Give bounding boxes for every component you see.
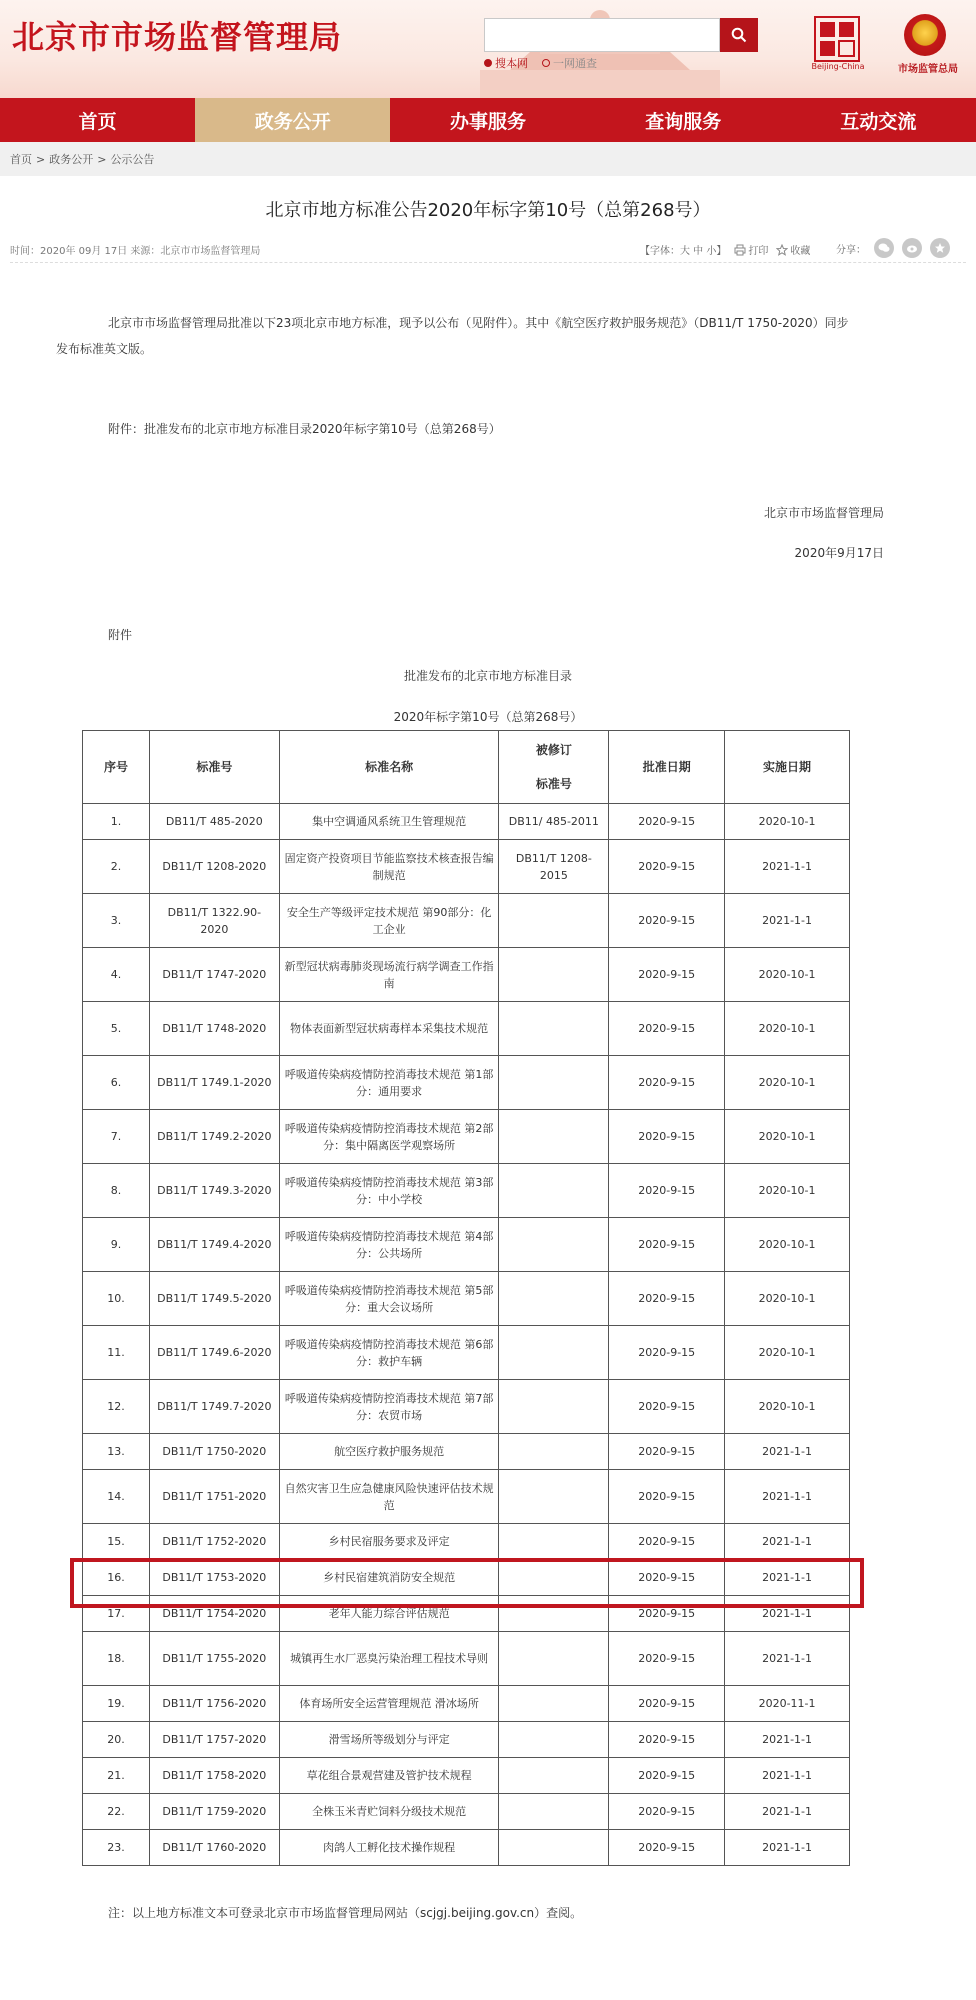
header-replaced-no: 被修订 标准号 [499, 731, 609, 804]
weibo-share-icon[interactable] [902, 238, 922, 258]
table-row [83, 1758, 850, 1794]
cell-replaced-no [499, 1380, 609, 1434]
cell-standard-name: 老年人能力综合评估规范 [279, 1596, 499, 1632]
cell-effective-date: 2021-1-1 [725, 840, 850, 894]
cell-replaced-no [499, 1632, 609, 1686]
cell-index: 1. [83, 804, 150, 840]
cell-effective-date: 2021-1-1 [725, 894, 850, 948]
cell-effective-date: 2021-1-1 [725, 1560, 850, 1596]
header-standard-name: 标准名称 [279, 731, 499, 804]
cell-index: 7. [83, 1110, 150, 1164]
cell-effective-date: 2020-10-1 [725, 1218, 850, 1272]
cell-approval-date: 2020-9-15 [609, 804, 725, 840]
cell-standard-name: 草花组合景观营建及管护技术规程 [279, 1758, 499, 1794]
cell-standard-no: DB11/T 1749.7-2020 [149, 1380, 279, 1434]
search-icon [731, 27, 747, 43]
cell-approval-date: 2020-9-15 [609, 1596, 725, 1632]
cell-index: 4. [83, 948, 150, 1002]
cell-standard-name: 呼吸道传染病疫情防控消毒技术规范 第2部分：集中隔离医学观察场所 [279, 1110, 499, 1164]
cell-effective-date: 2021-1-1 [725, 1794, 850, 1830]
footer-note: 注：以上地方标准文本可登录北京市市场监督管理局网站（scjgj.beijing.gov.cn）查阅。 [108, 1906, 583, 1920]
header-approval-date: 批准日期 [609, 731, 725, 804]
cell-standard-name: 固定资产投资项目节能监察技术核查报告编制规范 [279, 840, 499, 894]
cell-effective-date: 2021-1-1 [725, 1830, 850, 1866]
cell-index: 22. [83, 1794, 150, 1830]
header-standard-no: 标准号 [149, 731, 279, 804]
cell-effective-date: 2020-10-1 [725, 948, 850, 1002]
cell-replaced-no [499, 894, 609, 948]
nav-query[interactable]: 查询服务 [645, 110, 722, 133]
national-emblem-icon[interactable] [904, 14, 946, 56]
signature-date: 2020年9月17日 [794, 546, 884, 560]
main-nav [0, 98, 976, 142]
cell-standard-no: DB11/T 1756-2020 [149, 1686, 279, 1722]
cell-replaced-no [499, 1524, 609, 1560]
favorite-share-icon[interactable] [930, 238, 950, 258]
cell-standard-name: 呼吸道传染病疫情防控消毒技术规范 第5部分：重大会议场所 [279, 1272, 499, 1326]
cell-effective-date: 2020-11-1 [725, 1686, 850, 1722]
cell-index: 23. [83, 1830, 150, 1866]
cell-standard-no: DB11/T 1758-2020 [149, 1758, 279, 1794]
header-index: 序号 [83, 731, 150, 804]
cell-standard-no: DB11/T 1208-2020 [149, 840, 279, 894]
cell-effective-date: 2021-1-1 [725, 1758, 850, 1794]
cell-approval-date: 2020-9-15 [609, 1164, 725, 1218]
site-header [0, 0, 976, 98]
attachment-line: 附件：批准发布的北京市地方标准目录2020年标字第10号（总第268号） [108, 422, 501, 436]
cell-index: 20. [83, 1722, 150, 1758]
cell-index: 19. [83, 1686, 150, 1722]
cell-standard-no: DB11/T 1757-2020 [149, 1722, 279, 1758]
cell-effective-date: 2020-10-1 [725, 1380, 850, 1434]
cell-approval-date: 2020-9-15 [609, 1380, 725, 1434]
cell-index: 5. [83, 1002, 150, 1056]
cell-index: 6. [83, 1056, 150, 1110]
cell-standard-name: 物体表面新型冠状病毒样本采集技术规范 [279, 1002, 499, 1056]
star-icon [776, 244, 788, 256]
cell-replaced-no [499, 1002, 609, 1056]
table-row [83, 1524, 850, 1560]
cell-approval-date: 2020-9-15 [609, 1722, 725, 1758]
table-row [83, 1164, 850, 1218]
cell-replaced-no [499, 1830, 609, 1866]
cell-approval-date: 2020-9-15 [609, 1002, 725, 1056]
table-row [83, 840, 850, 894]
cell-standard-name: 新型冠状病毒肺炎现场流行病学调查工作指南 [279, 948, 499, 1002]
cell-standard-no: DB11/T 1755-2020 [149, 1632, 279, 1686]
cell-effective-date: 2021-1-1 [725, 1722, 850, 1758]
cell-approval-date: 2020-9-15 [609, 1272, 725, 1326]
breadcrumb-home[interactable]: 首页 [10, 153, 32, 166]
cell-standard-no: DB11/T 1749.2-2020 [149, 1110, 279, 1164]
cell-replaced-no [499, 1164, 609, 1218]
seal-caption: Beijing-China [811, 62, 865, 71]
signature: 北京市市场监督管理局 [763, 506, 884, 520]
table-row [83, 1056, 850, 1110]
cell-approval-date: 2020-9-15 [609, 1758, 725, 1794]
cell-standard-no: DB11/T 1747-2020 [149, 948, 279, 1002]
table-body [83, 804, 850, 1866]
cell-standard-name: 呼吸道传染病疫情防控消毒技术规范 第3部分：中小学校 [279, 1164, 499, 1218]
search-option-site[interactable]: 搜本网 [484, 55, 528, 71]
emblem-caption: 市场监管总局 [898, 64, 958, 75]
search-input[interactable] [484, 18, 720, 52]
cell-index: 18. [83, 1632, 150, 1686]
table-row [83, 1434, 850, 1470]
cell-standard-no: DB11/T 1749.5-2020 [149, 1272, 279, 1326]
cell-standard-name: 集中空调通风系统卫生管理规范 [279, 804, 499, 840]
cell-index: 17. [83, 1596, 150, 1632]
search-button[interactable] [720, 18, 758, 52]
cell-standard-name: 呼吸道传染病疫情防控消毒技术规范 第4部分：公共场所 [279, 1218, 499, 1272]
table-row [83, 1002, 850, 1056]
breadcrumb [0, 142, 976, 176]
table-row [83, 1794, 850, 1830]
cell-standard-no: DB11/T 1752-2020 [149, 1524, 279, 1560]
article-tools [640, 242, 810, 257]
cell-standard-no: DB11/T 1753-2020 [149, 1560, 279, 1596]
table-row [83, 1722, 850, 1758]
cell-replaced-no: DB11/ 485-2011 [499, 804, 609, 840]
cell-standard-name: 呼吸道传染病疫情防控消毒技术规范 第1部分：通用要求 [279, 1056, 499, 1110]
attachment-heading: 附件 [108, 628, 133, 642]
cell-replaced-no [499, 1434, 609, 1470]
cell-standard-name: 体育场所安全运营管理规范 滑冰场所 [279, 1686, 499, 1722]
table-row [83, 1596, 850, 1632]
cell-replaced-no [499, 1686, 609, 1722]
cell-effective-date: 2020-10-1 [725, 1164, 850, 1218]
cell-approval-date: 2020-9-15 [609, 1110, 725, 1164]
table-row [83, 804, 850, 840]
cell-index: 21. [83, 1758, 150, 1794]
cell-index: 11. [83, 1326, 150, 1380]
cell-index: 15. [83, 1524, 150, 1560]
cell-standard-no: DB11/T 485-2020 [149, 804, 279, 840]
cell-index: 3. [83, 894, 150, 948]
cell-approval-date: 2020-9-15 [609, 840, 725, 894]
cell-approval-date: 2020-9-15 [609, 1056, 725, 1110]
cell-approval-date: 2020-9-15 [609, 948, 725, 1002]
table-row [83, 948, 850, 1002]
cell-effective-date: 2020-10-1 [725, 1272, 850, 1326]
cell-approval-date: 2020-9-15 [609, 1794, 725, 1830]
cell-standard-name: 城镇再生水厂恶臭污染治理工程技术导则 [279, 1632, 499, 1686]
cell-replaced-no [499, 1758, 609, 1794]
nav-government-affairs[interactable]: 政务公开 [195, 98, 390, 142]
table-row [83, 1830, 850, 1866]
share-label: 分享： [836, 244, 866, 256]
breadcrumb-notices[interactable]: 公示公告 [110, 153, 155, 166]
table-row [83, 1686, 850, 1722]
search-option-all[interactable]: 一网通查 [542, 55, 597, 71]
cell-effective-date: 2021-1-1 [725, 1470, 850, 1524]
cell-effective-date: 2020-10-1 [725, 1326, 850, 1380]
cell-standard-name: 全株玉米青贮饲料分级技术规范 [279, 1794, 499, 1830]
cell-index: 12. [83, 1380, 150, 1434]
cell-standard-no: DB11/T 1760-2020 [149, 1830, 279, 1866]
cell-index: 8. [83, 1164, 150, 1218]
catalog-title: 批准发布的北京市地方标准目录 [403, 669, 572, 683]
cell-approval-date: 2020-9-15 [609, 1686, 725, 1722]
breadcrumb-government[interactable]: 政务公开 [49, 153, 94, 166]
cell-standard-name: 呼吸道传染病疫情防控消毒技术规范 第7部分：农贸市场 [279, 1380, 499, 1434]
table-row [83, 1632, 850, 1686]
cell-effective-date: 2021-1-1 [725, 1524, 850, 1560]
table-row [83, 1326, 850, 1380]
cell-effective-date: 2020-10-1 [725, 1056, 850, 1110]
cell-standard-no: DB11/T 1749.3-2020 [149, 1164, 279, 1218]
cell-standard-no: DB11/T 1748-2020 [149, 1002, 279, 1056]
cell-index: 14. [83, 1470, 150, 1524]
standards-table [82, 730, 850, 1866]
cell-standard-no: DB11/T 1749.4-2020 [149, 1218, 279, 1272]
share-bar [836, 238, 950, 258]
nav-services[interactable]: 办事服务 [450, 110, 527, 133]
breadcrumb-separator: > [97, 152, 107, 166]
cell-standard-name: 肉鸽人工孵化技术操作规程 [279, 1830, 499, 1866]
cell-approval-date: 2020-9-15 [609, 1560, 725, 1596]
cell-replaced-no [499, 1272, 609, 1326]
table-row [83, 1272, 850, 1326]
cell-effective-date: 2021-1-1 [725, 1434, 850, 1470]
cell-effective-date: 2020-10-1 [725, 1002, 850, 1056]
table-row [83, 1560, 850, 1596]
cell-replaced-no [499, 1722, 609, 1758]
table-row [83, 1218, 850, 1272]
cell-replaced-no: DB11/T 1208-2015 [499, 840, 609, 894]
article-meta: 时间：2020年 09月 17日 来源：北京市市场监督管理局 [10, 246, 261, 257]
cell-standard-name: 滑雪场所等级划分与评定 [279, 1722, 499, 1758]
cell-effective-date: 2021-1-1 [725, 1632, 850, 1686]
divider [10, 262, 966, 263]
cell-approval-date: 2020-9-15 [609, 1326, 725, 1380]
cell-replaced-no [499, 1326, 609, 1380]
cell-replaced-no [499, 1560, 609, 1596]
cell-replaced-no [499, 1056, 609, 1110]
table-row [83, 1470, 850, 1524]
cell-approval-date: 2020-9-15 [609, 1434, 725, 1470]
cell-approval-date: 2020-9-15 [609, 894, 725, 948]
cell-approval-date: 2020-9-15 [609, 1830, 725, 1866]
cell-replaced-no [499, 948, 609, 1002]
favorite-button[interactable]: 收藏 [776, 242, 810, 257]
table-row [83, 1380, 850, 1434]
cell-standard-no: DB11/T 1322.90-2020 [149, 894, 279, 948]
cell-replaced-no [499, 1596, 609, 1632]
table-header-row [83, 731, 850, 804]
cell-standard-no: DB11/T 1751-2020 [149, 1470, 279, 1524]
header-effective-date: 实施日期 [725, 731, 850, 804]
cell-standard-name: 乡村民宿建筑消防安全规范 [279, 1560, 499, 1596]
cell-effective-date: 2020-10-1 [725, 1110, 850, 1164]
cell-standard-name: 安全生产等级评定技术规范 第90部分：化工企业 [279, 894, 499, 948]
page-title: 北京市地方标准公告2020年标字第10号（总第268号） [265, 200, 711, 221]
cell-standard-no: DB11/T 1754-2020 [149, 1596, 279, 1632]
table-row [83, 894, 850, 948]
nav-home[interactable]: 首页 [78, 110, 117, 133]
cell-index: 16. [83, 1560, 150, 1596]
cell-index: 2. [83, 840, 150, 894]
cell-effective-date: 2020-10-1 [725, 804, 850, 840]
font-size-control[interactable]: 【字体：大 中 小】 [640, 246, 727, 257]
catalog-subtitle: 2020年标字第10号（总第268号） [393, 710, 583, 724]
cell-index: 9. [83, 1218, 150, 1272]
table-row [83, 1110, 850, 1164]
cell-standard-no: DB11/T 1749.6-2020 [149, 1326, 279, 1380]
wechat-share-icon[interactable] [874, 238, 894, 258]
printer-icon [734, 244, 746, 256]
cell-effective-date: 2021-1-1 [725, 1596, 850, 1632]
cell-approval-date: 2020-9-15 [609, 1470, 725, 1524]
print-button[interactable]: 打印 [734, 242, 768, 257]
cell-replaced-no [499, 1794, 609, 1830]
cell-standard-no: DB11/T 1759-2020 [149, 1794, 279, 1830]
intro-paragraph: 北京市市场监督管理局批准以下23项北京市地方标准，现予以公布（见附件）。其中《航空医疗救护服务规范》（DB11/T 1750-2020）同步 发布标准英文版。 [56, 316, 849, 356]
cell-standard-name: 航空医疗救护服务规范 [279, 1434, 499, 1470]
cell-replaced-no [499, 1218, 609, 1272]
cell-standard-no: DB11/T 1750-2020 [149, 1434, 279, 1470]
breadcrumb-separator: > [36, 152, 46, 166]
site-title[interactable]: 北京市市场监督管理局 [12, 18, 343, 56]
cell-standard-no: DB11/T 1749.1-2020 [149, 1056, 279, 1110]
cell-approval-date: 2020-9-15 [609, 1524, 725, 1560]
cell-standard-name: 呼吸道传染病疫情防控消毒技术规范 第6部分：救护车辆 [279, 1326, 499, 1380]
cell-index: 10. [83, 1272, 150, 1326]
cell-standard-name: 乡村民宿服务要求及评定 [279, 1524, 499, 1560]
cell-standard-name: 自然灾害卫生应急健康风险快速评估技术规范 [279, 1470, 499, 1524]
cell-replaced-no [499, 1110, 609, 1164]
nav-interaction[interactable]: 互动交流 [840, 110, 917, 133]
cell-approval-date: 2020-9-15 [609, 1218, 725, 1272]
cell-replaced-no [499, 1470, 609, 1524]
cell-index: 13. [83, 1434, 150, 1470]
cell-approval-date: 2020-9-15 [609, 1632, 725, 1686]
